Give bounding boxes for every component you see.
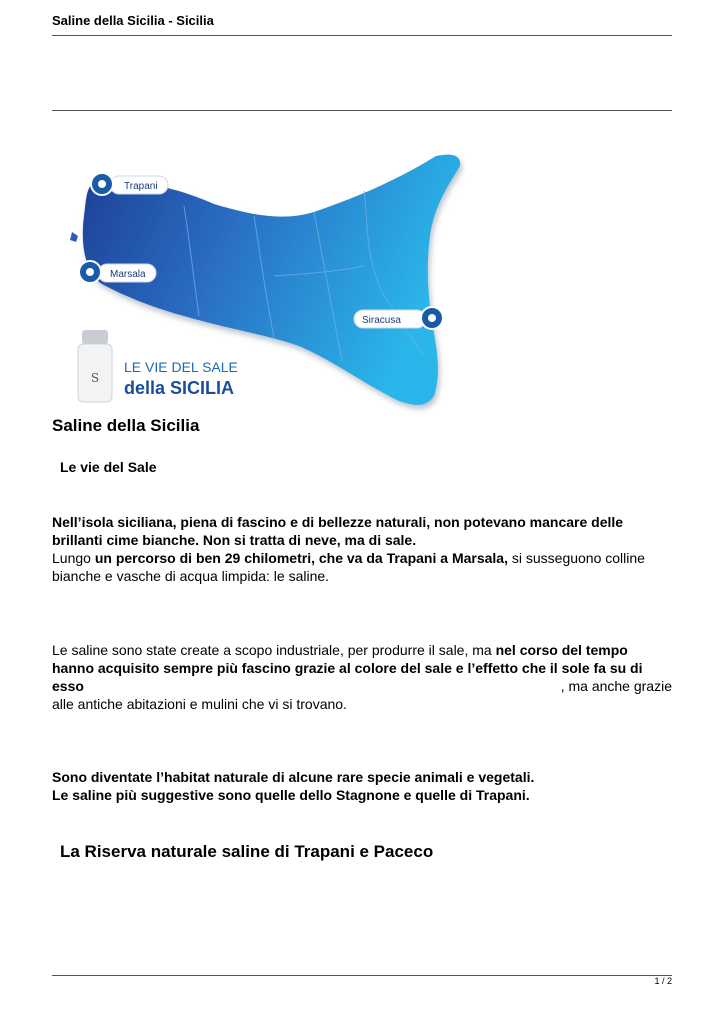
paragraph-industrial-tail: , ma anche grazie — [560, 678, 672, 694]
footer-divider — [52, 975, 672, 976]
paragraph-habitat-line2: Le saline più suggestive sono quelle dello Stagnone e quelle di Trapani. — [52, 787, 530, 803]
paragraph-industrial: Le saline sono state create a scopo industriale, per produrre il sale, ma nel corso del tempo hanno acquisito sempre più fascino grazie al colore del sale e l’effetto che il sole fa su di esso — [52, 642, 643, 694]
marsala-pin — [79, 261, 156, 283]
svg-text:S: S — [90, 371, 100, 385]
banner-line1: LE VIE DEL SALE — [124, 359, 238, 375]
page-heading: Saline della Sicilia — [52, 416, 200, 435]
paragraph-route: Lungo un percorso di ben 29 chilometri, che va da Trapani a Marsala, si susseguono colline bianche e vasche di acqua limpida: le saline. — [52, 550, 645, 584]
top-divider — [52, 110, 672, 111]
paragraph-industrial-end: alle antiche abitazioni e mulini che vi si trovano. — [52, 696, 347, 712]
sicily-salt-map-image — [64, 146, 474, 418]
trapani-pin — [91, 173, 168, 195]
section-heading-riserva: La Riserva naturale saline di Trapani e Paceco — [60, 842, 434, 861]
sicily-map-svg — [64, 146, 474, 418]
svg-text:Siracusa: Siracusa — [362, 315, 401, 326]
banner-line2: della SICILIA — [124, 378, 235, 398]
header-divider — [52, 35, 672, 36]
siracusa-pin — [354, 307, 443, 329]
paragraph-intro: Nell’isola siciliana, piena di fascino e di bellezze naturali, non potevano mancare delle brillanti cime bianche. Non si tratta di neve, ma di sale. — [52, 514, 624, 548]
page-number: 1 / 2 — [654, 976, 672, 986]
page-header-title: Saline della Sicilia - Sicilia — [52, 13, 214, 28]
salt-shaker-icon — [78, 330, 112, 402]
subheading: Le vie del Sale — [60, 459, 157, 475]
svg-text:Marsala: Marsala — [110, 269, 146, 280]
paragraph-habitat-line1: Sono diventate l’habitat naturale di alcune rare specie animali e vegetali. — [52, 769, 535, 785]
svg-text:Trapani: Trapani — [124, 181, 158, 192]
